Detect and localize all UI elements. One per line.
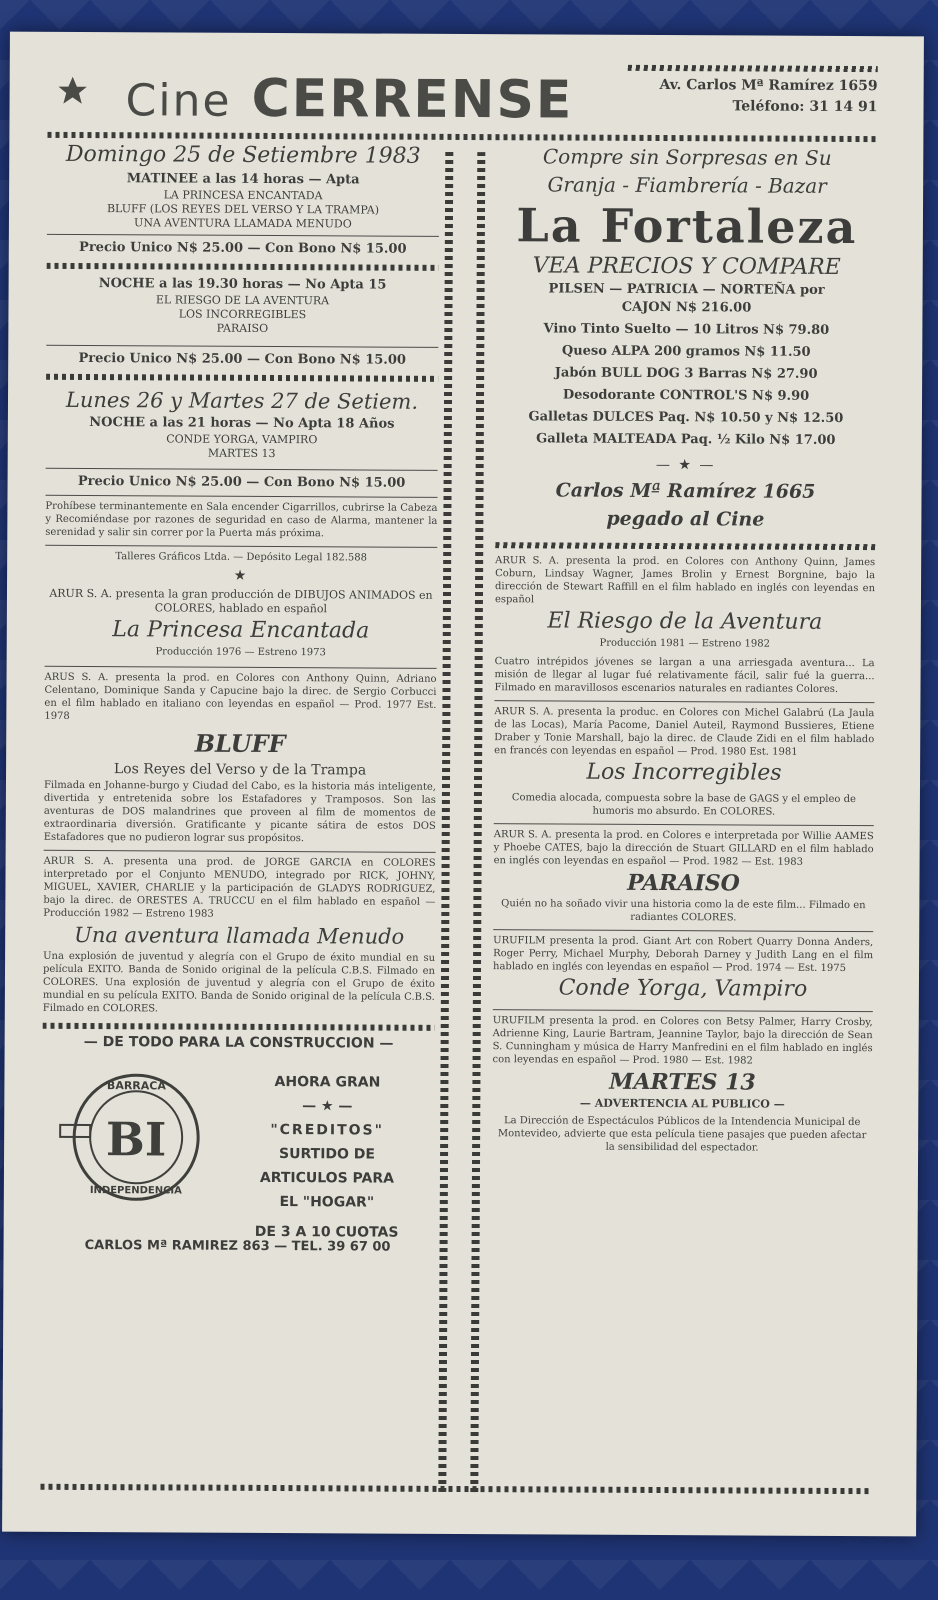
film-title: La Princesa Encantada bbox=[112, 617, 370, 644]
price-line: Precio Unico N$ 25.00 — Con Bono N$ 15.00 bbox=[77, 473, 406, 491]
divider bbox=[494, 823, 874, 826]
divider bbox=[47, 234, 439, 237]
star-icon bbox=[56, 74, 90, 108]
ad-line: DE 3 A 10 CUOTAS bbox=[254, 1223, 399, 1241]
price-item: Queso ALPA 200 gramos N$ 11.50 bbox=[561, 343, 811, 360]
film-intro: URUFILM presenta la prod. en Colores con Betsy Palmer, Harry Crosby, Adrienne King, Laurie Bartram, Jeannine Taylor, bajo la dirección de Sean S. Cunningham y música de Harry Manfredini en el film hablado en inglés con leyendas en español — Prod. 1980 — Est. 1982 bbox=[492, 1015, 873, 1067]
store-tagline: VEA PRECIOS Y COMPARE bbox=[532, 253, 841, 280]
seal-bottom-text: INDEPENDENCIA bbox=[89, 1185, 182, 1197]
ad-body bbox=[222, 1070, 433, 1245]
film-title: BLUFF bbox=[194, 728, 286, 759]
cinema-phone: Teléfono: 31 14 91 bbox=[732, 98, 878, 116]
advert-title: — ADVERTENCIA AL PUBLICO — bbox=[579, 1096, 785, 1111]
promo-line: Compre sin Sorpresas en Su bbox=[542, 144, 832, 170]
divider bbox=[46, 468, 438, 471]
noche-film: MARTES 13 bbox=[207, 446, 276, 461]
promo-column bbox=[492, 142, 877, 1155]
matinee-film: BLUFF (LOS REYES DEL VERSO Y LA TRAMPA) bbox=[106, 202, 380, 217]
date-heading: Domingo 25 de Setiembre 1983 bbox=[65, 141, 421, 169]
seal-monogram: BI bbox=[105, 1112, 167, 1167]
matinee-time: MATINEE a las 14 horas — Apta bbox=[126, 171, 360, 188]
noche-film: LOS INCORREGIBLES bbox=[178, 307, 307, 322]
film-title: Los Incorregibles bbox=[586, 759, 782, 786]
divider bbox=[44, 850, 436, 853]
header-address bbox=[627, 75, 877, 118]
printer-line: Talleres Gráficos Ltda. — Depósito Legal 182.588 bbox=[115, 551, 368, 564]
seal-top-text: BARRACA bbox=[106, 1079, 166, 1093]
film-meta: Producción 1976 — Estreno 1973 bbox=[155, 646, 326, 659]
divider bbox=[493, 1009, 873, 1012]
ad-line: SURTIDO DE bbox=[279, 1146, 376, 1163]
checker-rule bbox=[495, 542, 875, 550]
ad-line: AHORA GRAN bbox=[274, 1074, 381, 1091]
ad-line: "CREDITOS" bbox=[270, 1121, 385, 1139]
barraca-logo bbox=[56, 1067, 217, 1208]
checker-rule bbox=[46, 374, 438, 382]
noche-film: CONDE YORGA, VAMPIRO bbox=[166, 432, 318, 447]
notice-text: Prohíbese terminantemente en Sala encender Cigarrillos, cubrirse la Cabeza y Recomiéndase por razones de seguridad en caso de Alarma, mantener la serenidad y salir sin correr por la Puerta más próxima. bbox=[45, 500, 438, 540]
ad-footer: CARLOS Mª RAMIREZ 863 — TEL. 39 67 00 bbox=[84, 1238, 391, 1255]
divider bbox=[493, 929, 873, 932]
column-divider bbox=[470, 152, 485, 1492]
column-divider bbox=[438, 152, 453, 1492]
noche-time: NOCHE a las 21 horas — No Apta 18 Años bbox=[89, 415, 395, 432]
checker-rule bbox=[47, 263, 439, 271]
film-title: Una aventura llamada Menudo bbox=[74, 922, 405, 949]
price-item: CAJON N$ 216.00 bbox=[621, 299, 752, 316]
divider bbox=[46, 345, 438, 348]
film-intro: URUFILM presenta la prod. Giant Art con Robert Quarry Donna Anders, Roger Perry, Michael Murphy, Deborah Darney y Judith Lang en el film hablado en inglés con leyendas en español — Prod. 1974 — Est. 1975 bbox=[493, 935, 874, 975]
film-intro: ARUR S. A. presenta la prod. en Colores con Anthony Quinn, James Coburn, Lindsay Wagner, James Brolin y Ernest Borgnine, bajo la dirección de Stewart Raffill en el film hablado en inglés con leyendas en español bbox=[494, 555, 876, 606]
store-address: Carlos Mª Ramírez 1665 bbox=[555, 479, 816, 503]
film-description: Una explosión de juventud y alegría con el Grupo de éxito mundial en su película EXITO. Banda de Sonido original de la película C.B.S. Filmado en COLORES. Una explosión de juventud y alegría con el Grupo de éxito mundial en su película EXITO. Banda de Sonido original de la película C.B.S. Filmado en COLORES. bbox=[42, 950, 436, 1015]
price-line: Precio Unico N$ 25.00 — Con Bono N$ 15.00 bbox=[78, 350, 406, 368]
price-line: Precio Unico N$ 25.00 — Con Bono N$ 15.00 bbox=[79, 239, 407, 257]
film-intro: ARUR S. A. presenta la gran producción de DIBUJOS ANIMADOS en COLORES, hablado en español bbox=[49, 586, 433, 616]
matinee-film: UNA AVENTURA LLAMADA MENUDO bbox=[134, 216, 352, 231]
price-item: Galletas DULCES Paq. N$ 10.50 y N$ 12.50 bbox=[528, 409, 844, 426]
schedule-column bbox=[42, 140, 440, 1259]
film-meta: Producción 1981 — Estreno 1982 bbox=[599, 637, 770, 650]
cinema-address: Av. Carlos Mª Ramírez 1659 bbox=[659, 77, 878, 95]
store-address: pegado al Cine bbox=[606, 507, 765, 531]
film-description: Cuatro intrépidos jóvenes se largan a una arriesgada aventura... La misión de llegar al lugar fué relativamente fácil, salir fué la guerra... Filmado en maravillosos escenarios naturales en radiantes Colores. bbox=[494, 656, 875, 695]
film-title: PARAISO bbox=[627, 869, 740, 897]
star-divider: — ★ — bbox=[655, 457, 716, 474]
store-name: La Fortaleza bbox=[516, 198, 858, 255]
price-item: PILSEN — PATRICIA — NORTEÑA por bbox=[548, 281, 825, 298]
film-title: MARTES 13 bbox=[609, 1068, 756, 1096]
barraca-ad bbox=[42, 1029, 435, 1241]
ad-line: EL "HOGAR" bbox=[279, 1194, 375, 1211]
film-description: Quién no ha soñado vivir una historia como la de este film... Filmado en radiantes COLORES. bbox=[501, 898, 866, 924]
film-intro: ARUR S. A. presenta una prod. de JORGE GARCIA en COLORES interpretado por el Conjunto MENUDO, integrado por RICK, JOHNY, MIGUEL, XAVIER, CHARLIE y la participación de GLADYS RODRIGUEZ, bajo la direc. de ORESTES A. TRUCCU en el film hablado en español — Producción 1982 — Estreno 1983 bbox=[43, 855, 436, 920]
checker-rule bbox=[628, 65, 878, 72]
film-title: Conde Yorga, Vampiro bbox=[558, 975, 808, 1002]
price-item: Jabón BULL DOG 3 Barras N$ 27.90 bbox=[554, 365, 818, 382]
divider bbox=[494, 700, 874, 703]
divider bbox=[45, 666, 437, 669]
price-item: Vino Tinto Suelto — 10 Litros N$ 79.80 bbox=[543, 321, 830, 338]
ad-stars: — ★ — bbox=[302, 1098, 353, 1115]
noche-film: PARAISO bbox=[216, 321, 269, 335]
checker-rule bbox=[40, 1484, 870, 1494]
noche-film: EL RIESGO DE LA AVENTURA bbox=[155, 293, 330, 308]
advert-text: La Dirección de Espectáculos Públicos de la Intendencia Municipal de Montevideo, advierte que esta película tiene pasajes que pueden afectar la sensibilidad del espectador. bbox=[497, 1115, 867, 1154]
film-title: El Riesgo de la Aventura bbox=[547, 608, 823, 635]
divider bbox=[45, 545, 437, 548]
film-intro: ARUS S. A. presenta la prod. en Colores con Anthony Quinn, Adriano Celentano, Dominique Sanda y Capucine bajo la direc. de Sergio Corbucci en el film hablado en italiano con leyendas en español — Prod. 1977 Est. 1978 bbox=[44, 671, 437, 722]
divider bbox=[46, 495, 438, 498]
film-subtitle: Los Reyes del Verso y de la Trampa bbox=[113, 761, 367, 779]
date-heading: Lunes 26 y Martes 27 de Setiem. bbox=[65, 387, 419, 414]
film-intro: ARUR S. A. presenta la produc. en Colores con Michel Galabrú (La Jaula de las Locas), María Pacome, Daniel Auteil, Raymond Bussieres, Etiene Draber y Tonie Marshall, bajo la direc. de Claude Zidi en el film hablado en francés con leyendas en español — Prod. 1980 Est. 1981 bbox=[494, 706, 875, 758]
film-intro: ARUR S. A. presenta la prod. en Colores e interpretada por Willie AAMES y Phoebe CATES, bajo la dirección de Stuart GILLARD en el film hablado en inglés con leyendas en español — Prod. 1982 — Est. 1983 bbox=[493, 829, 874, 868]
promo-line: Granja - Fiambrería - Bazar bbox=[547, 172, 827, 198]
noche-time: NOCHE a las 19.30 horas — No Apta 15 bbox=[98, 276, 387, 293]
price-item: Galleta MALTEADA Paq. ½ Kilo N$ 17.00 bbox=[536, 431, 836, 448]
ad-headline: — DE TODO PARA LA CONSTRUCCION — bbox=[83, 1034, 394, 1052]
film-description: Comedia alocada, compuesta sobre la base de GAGS y el empleo de humoris mo absurdo. En COLORES. bbox=[511, 792, 856, 818]
cinema-title: Cine CERRENSE bbox=[125, 68, 574, 131]
ad-line: ARTICULOS PARA bbox=[259, 1169, 395, 1187]
star-divider: ★ bbox=[233, 567, 249, 584]
flyer-paper bbox=[2, 32, 924, 1537]
matinee-film: LA PRINCESA ENCANTADA bbox=[163, 188, 323, 203]
price-item: Desodorante CONTROL'S N$ 9.90 bbox=[562, 387, 810, 404]
film-description: Filmada en Johanne-burgo y Ciudad del Cabo, es la historia más inteligente, divertida y entretenida sobre los Estafadores y Tramposos. Son las aventuras de DOS malandrines que proveen al film de momentos de extraordinaria diversión. Gratificante y picante sátira de estos DOS Estafadores que no pudieron lograr sus propósitos. bbox=[43, 779, 437, 845]
